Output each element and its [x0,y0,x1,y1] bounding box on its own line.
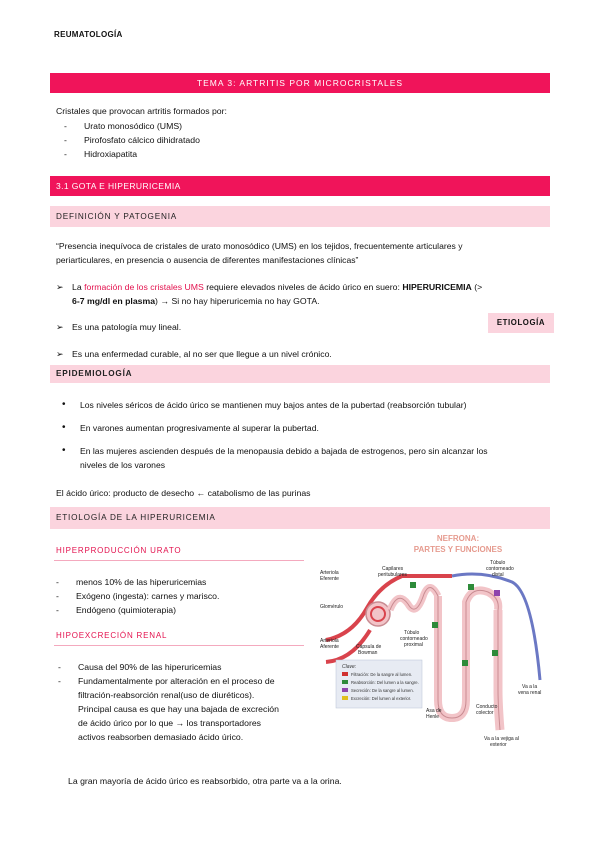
list-item: - menos 10% de las hiperuricemias [76,575,219,589]
svg-text:contorneado: contorneado [400,636,428,642]
hiper-list [76,575,219,617]
arrow-bullet-icon: ➢ [56,349,64,359]
svg-text:Henle: Henle [426,714,440,720]
label-vena: Va a la [522,684,538,690]
legend-swatch-filtration [342,672,348,676]
label-capilares: Capilares [382,566,404,572]
legend-item: Reabsorción: Del lumen a la sangre. [351,680,419,685]
reabsorption-marker [492,650,498,656]
svg-text:distal: distal [492,572,504,578]
arrow-bullet-icon: ➢ [56,282,64,292]
label-asa-henle: Asa de [426,708,442,714]
subsection-etiologia: ETIOLOGÍA DE LA HIPERURICEMIA [50,507,550,529]
subsection-epidemiologia: EPIDEMIOLOGÍA [50,365,550,383]
reabsorption-marker [462,660,468,666]
epi-bullet-3: • En las mujeres ascienden después de la menopausia debido a bajada de estrogenos, pero sin alcanzar los niveles de los varones [62,445,488,470]
list-item: - Urato monosódico (UMS) [84,119,200,133]
loop-of-henle [438,590,498,718]
quote-line-1: “Presencia inequívoca de cristales de urato monosódico (UMS) en los tejidos, frecuentemente articulares y [56,241,463,251]
epi-bullet-2: • En varones aumentan progresivamente al superar la pubertad. [62,422,319,433]
highlight-text: formación de los cristales UMS [84,282,204,292]
svg-text:Aferente: Aferente [320,644,339,650]
definition-quote [56,239,556,267]
divider [54,645,304,646]
list-item: - Exógeno (ingesta): carnes y marisco. [76,589,219,603]
quote-line-2: periarticulares, en presencia o ausencia de diferentes manifestaciones clínicas” [56,255,359,265]
bullet-hyperuricemia: ➢ La formación de los cristales UMS requiere elevados niveles de ácido úrico en suero: HIPERURICEMIA (> 6-7 mg/dl en plasma) → Si no hay hiperuricemia no hay GOTA. [56,282,483,306]
svg-text:contorneado: contorneado [486,566,514,572]
svg-text:colector: colector [476,710,494,716]
list-item: - Causa del 90% de las hiperuricemias [78,660,318,674]
svg-text:Eferente: Eferente [320,576,339,582]
bowman-capsule [366,602,390,626]
svg-text:peritubulares: peritubulares [378,572,407,578]
list-item: - Hidroxiapatita [84,147,200,161]
svg-text:proximal: proximal [404,642,423,648]
divider [54,560,304,561]
legend-swatch-excretion [342,696,348,700]
closing-sentence: La gran mayoría de ácido úrico es reabsorbido, otra parte va a la orina. [68,776,342,786]
list-item: - Fundamentalmente por alteración en el proceso de filtración-reabsorción renal(uso de diuréticos). Principal causa es que hay una bajada de excreción de ácido úrico por lo que → los transportadores activos reabsorben demasiado ácido úrico. [78,674,318,744]
label-vejiga: Va a la vejiga al [484,736,519,742]
hipoexcrecion-title: HIPOEXCRECIÓN RENAL [56,631,168,640]
bullet-dot-icon: • [62,445,66,456]
hiperproduccion-title: HIPERPRODUCCIÓN URATO [56,546,182,555]
reabsorption-marker [432,622,438,628]
legend-swatch-reabsorption [342,680,348,684]
label-arteriola-eferente: Arteriola [320,570,339,576]
list-item: - Endógeno (quimioterapia) [76,603,219,617]
legend-title: Clave: [342,664,357,670]
bullet-dot-icon: • [62,422,66,433]
diagram-title-1: NEFRONA: [436,534,480,543]
subsection-definicion: DEFINICIÓN Y PATOGENIA [50,206,550,227]
bullet-lineal: ➢ Es una patología muy lineal. [56,322,182,332]
svg-text:exterior: exterior [490,742,507,748]
arrow-bullet-icon: ➢ [56,322,64,332]
document-header: REUMATOLOGÍA [54,30,123,39]
label-glomerulo: Glomérulo [320,604,344,610]
label-arteriola-aferente: Arteriola [320,638,339,644]
section-title-bar: 3.1 GOTA E HIPERURICEMIA [50,176,550,196]
svg-text:Bowman: Bowman [358,650,378,656]
bullet-dot-icon: • [62,399,66,410]
epi-bullet-1: • Los niveles séricos de ácido úrico se mantienen muy bajos antes de la pubertad (reabsorción tubular) [62,399,467,410]
reabsorption-marker [410,582,416,588]
reabsorption-marker [468,584,474,590]
bullet-curable: ➢ Es una enfermedad curable, al no ser que llegue a un nivel crónico. [56,349,332,359]
list-item: - Pirofosfato cálcico dihidratado [84,133,200,147]
chapter-title-bar: TEMA 3: ARTRITIS POR MICROCRISTALES [50,73,550,93]
hipo-list [78,660,318,744]
acido-urico-note: El ácido úrico: producto de desecho ← catabolismo de las purinas [56,488,311,498]
diagram-title-2: PARTES Y FUNCIONES [413,545,503,554]
label-tubulo-distal: Túbulo [490,560,506,566]
legend-item: Excreción: Del lumen al exterior. [351,696,412,701]
legend-item: Secreción: De la sangre al lumen. [351,688,414,693]
etiologia-badge: ETIOLOGÍA [488,313,554,333]
label-tubulo-proximal: Túbulo [404,630,420,636]
label-capsula: Cápsula de [356,644,382,650]
crystal-list [84,119,200,161]
intro-lead: Cristales que provocan artritis formados por: [56,106,227,116]
svg-text:vena renal: vena renal [518,690,542,696]
label-conducto: Conducto [476,704,498,710]
legend-item: Filtración: De la sangre al lumen. [351,672,413,677]
legend-swatch-secretion [342,688,348,692]
secretion-marker [494,590,500,596]
nephron-diagram [312,530,552,758]
